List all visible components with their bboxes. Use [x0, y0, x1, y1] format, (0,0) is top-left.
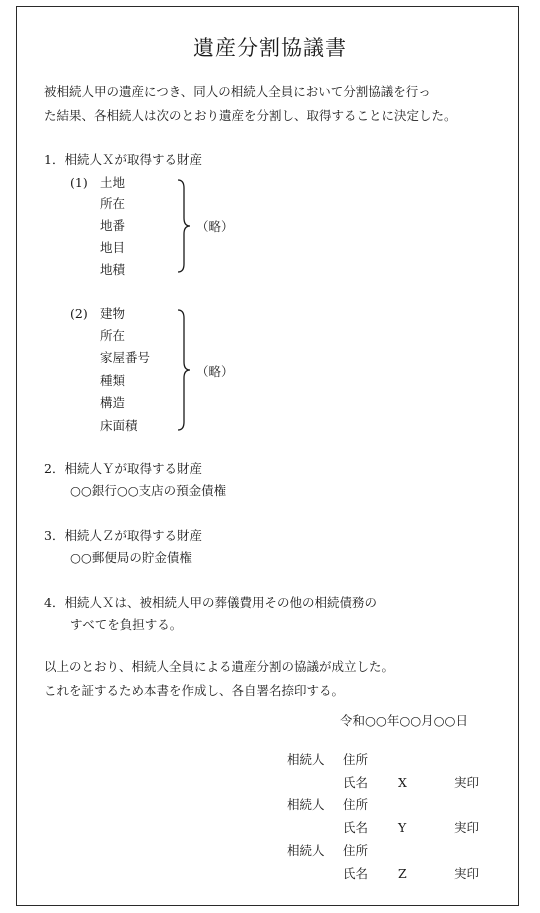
- building-item: 構造: [100, 395, 126, 410]
- section4-line-1: 4．相続人Ｘは、被相続人甲の葬儀費用その他の相続債務の: [44, 595, 377, 610]
- closing-line-1: 以上のとおり、相続人全員による遺産分割の協議が成立した。: [44, 659, 395, 674]
- land-item: 所在: [100, 196, 126, 211]
- building-note: （略）: [196, 364, 234, 379]
- land-item: 土地: [100, 175, 126, 190]
- heir-name-z: Z: [398, 866, 407, 881]
- name-label: 氏名: [343, 775, 369, 790]
- document-title: 遺産分割協議書: [193, 36, 347, 60]
- seal-label: 実印: [454, 775, 480, 790]
- name-label: 氏名: [343, 820, 369, 835]
- section3-body: ○○郵便局の貯金債権: [70, 550, 192, 565]
- land-brace: [172, 178, 192, 274]
- address-label: 住所: [343, 797, 369, 812]
- building-item: 種類: [100, 373, 126, 388]
- closing-line-2: これを証するため本書を作成し、各自署名捺印する。: [44, 683, 345, 698]
- section2-body: ○○銀行○○支店の預金債権: [70, 483, 227, 498]
- address-label: 住所: [343, 843, 369, 858]
- land-note: （略）: [196, 219, 234, 234]
- document-border: [16, 6, 519, 906]
- land-item: 地目: [100, 240, 126, 255]
- seal-label: 実印: [454, 866, 480, 881]
- intro-line-2: た結果、各相続人は次のとおり遺産を分割し、取得することに決定した。: [44, 108, 457, 123]
- building-brace: [172, 308, 192, 432]
- section4-line-2: すべてを負担する。: [70, 617, 183, 632]
- name-label: 氏名: [343, 866, 369, 881]
- building-item: 所在: [100, 328, 126, 343]
- heir-label: 相続人: [287, 797, 325, 812]
- address-label: 住所: [343, 752, 369, 767]
- land-item: 地番: [100, 218, 126, 233]
- building-item: 家屋番号: [100, 350, 151, 365]
- building-item: 床面積: [100, 418, 138, 433]
- building-number: (2): [70, 306, 88, 321]
- section2-heading: 2．相続人Ｙが取得する財産: [44, 461, 202, 476]
- section1-heading: 1．相続人Ｘが取得する財産: [44, 152, 202, 167]
- section3-heading: 3．相続人Ｚが取得する財産: [44, 528, 202, 543]
- land-number: (1): [70, 175, 88, 190]
- intro-line-1: 被相続人甲の遺産につき、同人の相続人全員において分割協議を行っ: [44, 84, 431, 99]
- heir-name-y: Y: [398, 820, 407, 835]
- seal-label: 実印: [454, 820, 480, 835]
- document-date: 令和○○年○○月○○日: [340, 713, 468, 728]
- building-item: 建物: [100, 306, 126, 321]
- heir-name-x: X: [398, 775, 407, 790]
- heir-label: 相続人: [287, 843, 325, 858]
- land-item: 地積: [100, 262, 126, 277]
- heir-label: 相続人: [287, 752, 325, 767]
